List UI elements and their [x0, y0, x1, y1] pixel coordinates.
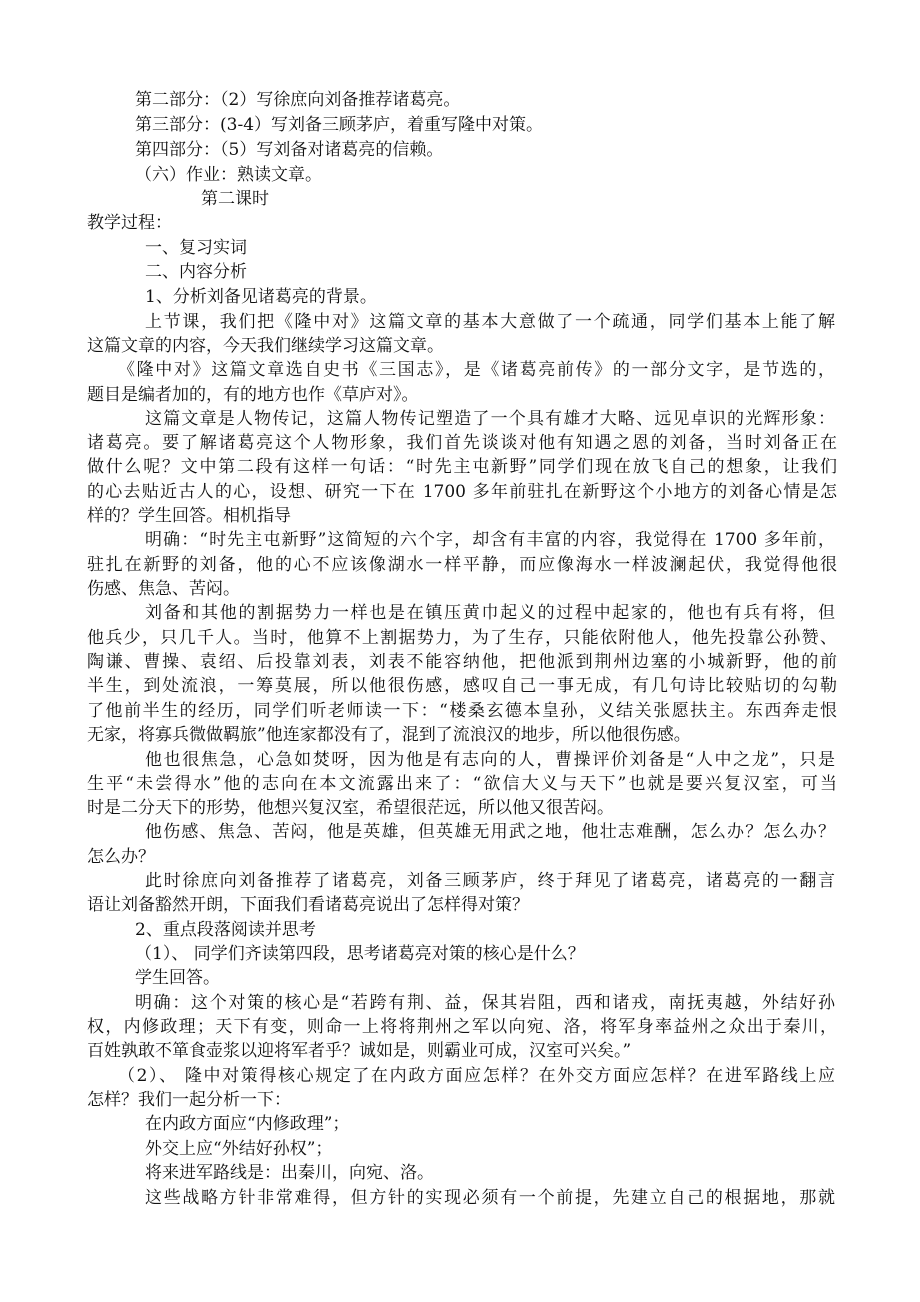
text-line: 此时徐庶向刘备推荐了诸葛亮，刘备三顾茅庐，终于拜见了诸葛亮，诸葛亮的一翻言 [145, 871, 835, 891]
text-line: 百姓孰敢不箪食壶浆以迎将军者乎？诚如是，则霸业可成，汉室可兴矣。” [87, 1041, 632, 1061]
text-line: 的心去贴近古人的心，设想、研究一下在 1700 多年前驻扎在新野这个小地方的刘备心情是怎 [87, 482, 837, 502]
text-line: 怎样？我们一起分析一下： [87, 1090, 291, 1110]
text-line: 这篇文章是人物传记，这篇人物传记塑造了一个具有雄才大略、远见卓识的光辉形象： [145, 409, 835, 429]
text-line: 生平“未尝得水”他的志向在本文流露出来了：“欲信大义与天下”也就是要兴复汉室，可当 [87, 774, 837, 794]
text-line: 在内政方面应“内修政理”； [145, 1114, 350, 1134]
text-line: 这篇文章的内容，今天我们继续学习这篇文章。 [87, 336, 444, 356]
text-line: 他兵少，只几千人。当时，他算不上割据势力，为了生存，只能依附他人，他先投靠公孙赞、 [87, 628, 837, 648]
text-line: （1）、 同学们齐读第四段，思考诸葛亮对策的核心是什么？ [135, 944, 585, 964]
text-line: 二、内容分析 [145, 262, 247, 282]
text-line: 第二部分：（2）写徐庶向刘备推荐诸葛亮。 [135, 90, 461, 110]
text-line: 《隆中对》这篇文章选自史书《三国志》，是《诸葛亮前传》的一部分文字，是节选的， [118, 360, 835, 380]
text-line: 明确：“时先主屯新野”这简短的六个字，却含有丰富的内容，我觉得在 1700 多年前， [145, 530, 835, 550]
text-line: 样的？学生回答。相机指导 [87, 506, 291, 526]
text-line: 题目是编者加的，有的地方也作《草庐对》。 [87, 385, 419, 405]
text-line: 诸葛亮。要了解诸葛亮这个人物形象，我们首先谈谈对他有知遇之恩的刘备，当时刘备正在 [87, 433, 837, 453]
text-line: 上节课，我们把《隆中对》这篇文章的基本大意做了一个疏通，同学们基本上能了解 [145, 312, 835, 332]
text-line: 将来进军路线是：出秦川，向宛、洛。 [145, 1163, 434, 1183]
text-line: 权，内修政理；天下有变，则命一上将将荆州之军以向宛、洛，将军身率益州之众出于秦川， [87, 1017, 837, 1037]
text-line: 1、分析刘备见诸葛亮的背景。 [145, 287, 377, 307]
text-line: 了他前半生的经历，同学们听老师读一下：“楼桑玄德本皇孙，义结关张愿扶主。东西奔走恨 [87, 701, 837, 721]
text-line: 半生，到处流浪，一筹莫展，所以他很伤感，感叹自己一事无成，有几句诗比较贴切的勾勒 [87, 676, 837, 696]
text-line: 外交上应“外结好孙权”； [145, 1139, 333, 1159]
text-line: 刘备和其他的割据势力一样也是在镇压黄巾起义的过程中起家的，他也有兵有将，但 [145, 603, 835, 623]
section-heading: 第二课时 [201, 189, 269, 209]
text-line: 怎么办？ [87, 847, 155, 867]
text-line: （2）、 隆中对策得核心规定了在内政方面应怎样？在外交方面应怎样？在进军路线上应 [118, 1066, 835, 1086]
text-line: 学生回答。 [135, 968, 220, 988]
text-line: 这些战略方针非常难得，但方针的实现必须有一个前提，先建立自己的根据地，那就 [145, 1188, 835, 1208]
text-line: 明确：这个对策的核心是“若跨有荆、益，保其岩阻，西和诸戎，南抚夷越，外结好孙 [135, 993, 835, 1013]
text-line: 教学过程： [87, 213, 172, 233]
text-line: 语让刘备豁然开朗，下面我们看诸葛亮说出了怎样得对策？ [87, 895, 529, 915]
text-line: 做什么呢？文中第二段有这样一句话：“时先主屯新野”同学们现在放飞自己的想象，让我们 [87, 457, 837, 477]
text-line: 一、复习实词 [145, 238, 247, 258]
text-line: （六）作业：熟读文章。 [135, 165, 322, 185]
text-line: 驻扎在新野的刘备，他的心不应该像湖水一样平静，而应像海水一样波澜起伏，我觉得他很 [87, 555, 837, 575]
text-line: 2、重点段落阅读并思考 [135, 920, 316, 940]
text-line: 第四部分：（5）写刘备对诸葛亮的信赖。 [135, 140, 444, 160]
text-line: 无家，将寡兵微做羁旅”他连家都没有了，混到了流浪汉的地步，所以他很伤感。 [87, 725, 691, 745]
text-line: 陶谦、曹操、袁绍、后投靠刘表，刘表不能容纳他，把他派到荆州边塞的小城新野，他的前 [87, 652, 837, 672]
text-line: 他也很焦急，心急如焚呀，因为他是有志向的人，曹操评价刘备是“人中之龙”，只是 [145, 750, 835, 770]
text-line: 第三部分：(3-4）写刘备三顾茅庐，着重写隆中对策。 [135, 115, 544, 135]
text-line: 时是二分天下的形势，他想兴复汉室，希望很茫远，所以他又很苦闷。 [87, 798, 614, 818]
text-line: 他伤感、焦急、苦闷，他是英雄，但英雄无用武之地，他壮志难酬，怎么办？怎么办？ [145, 822, 835, 842]
text-line: 伤感、焦急、苦闷。 [87, 579, 240, 599]
